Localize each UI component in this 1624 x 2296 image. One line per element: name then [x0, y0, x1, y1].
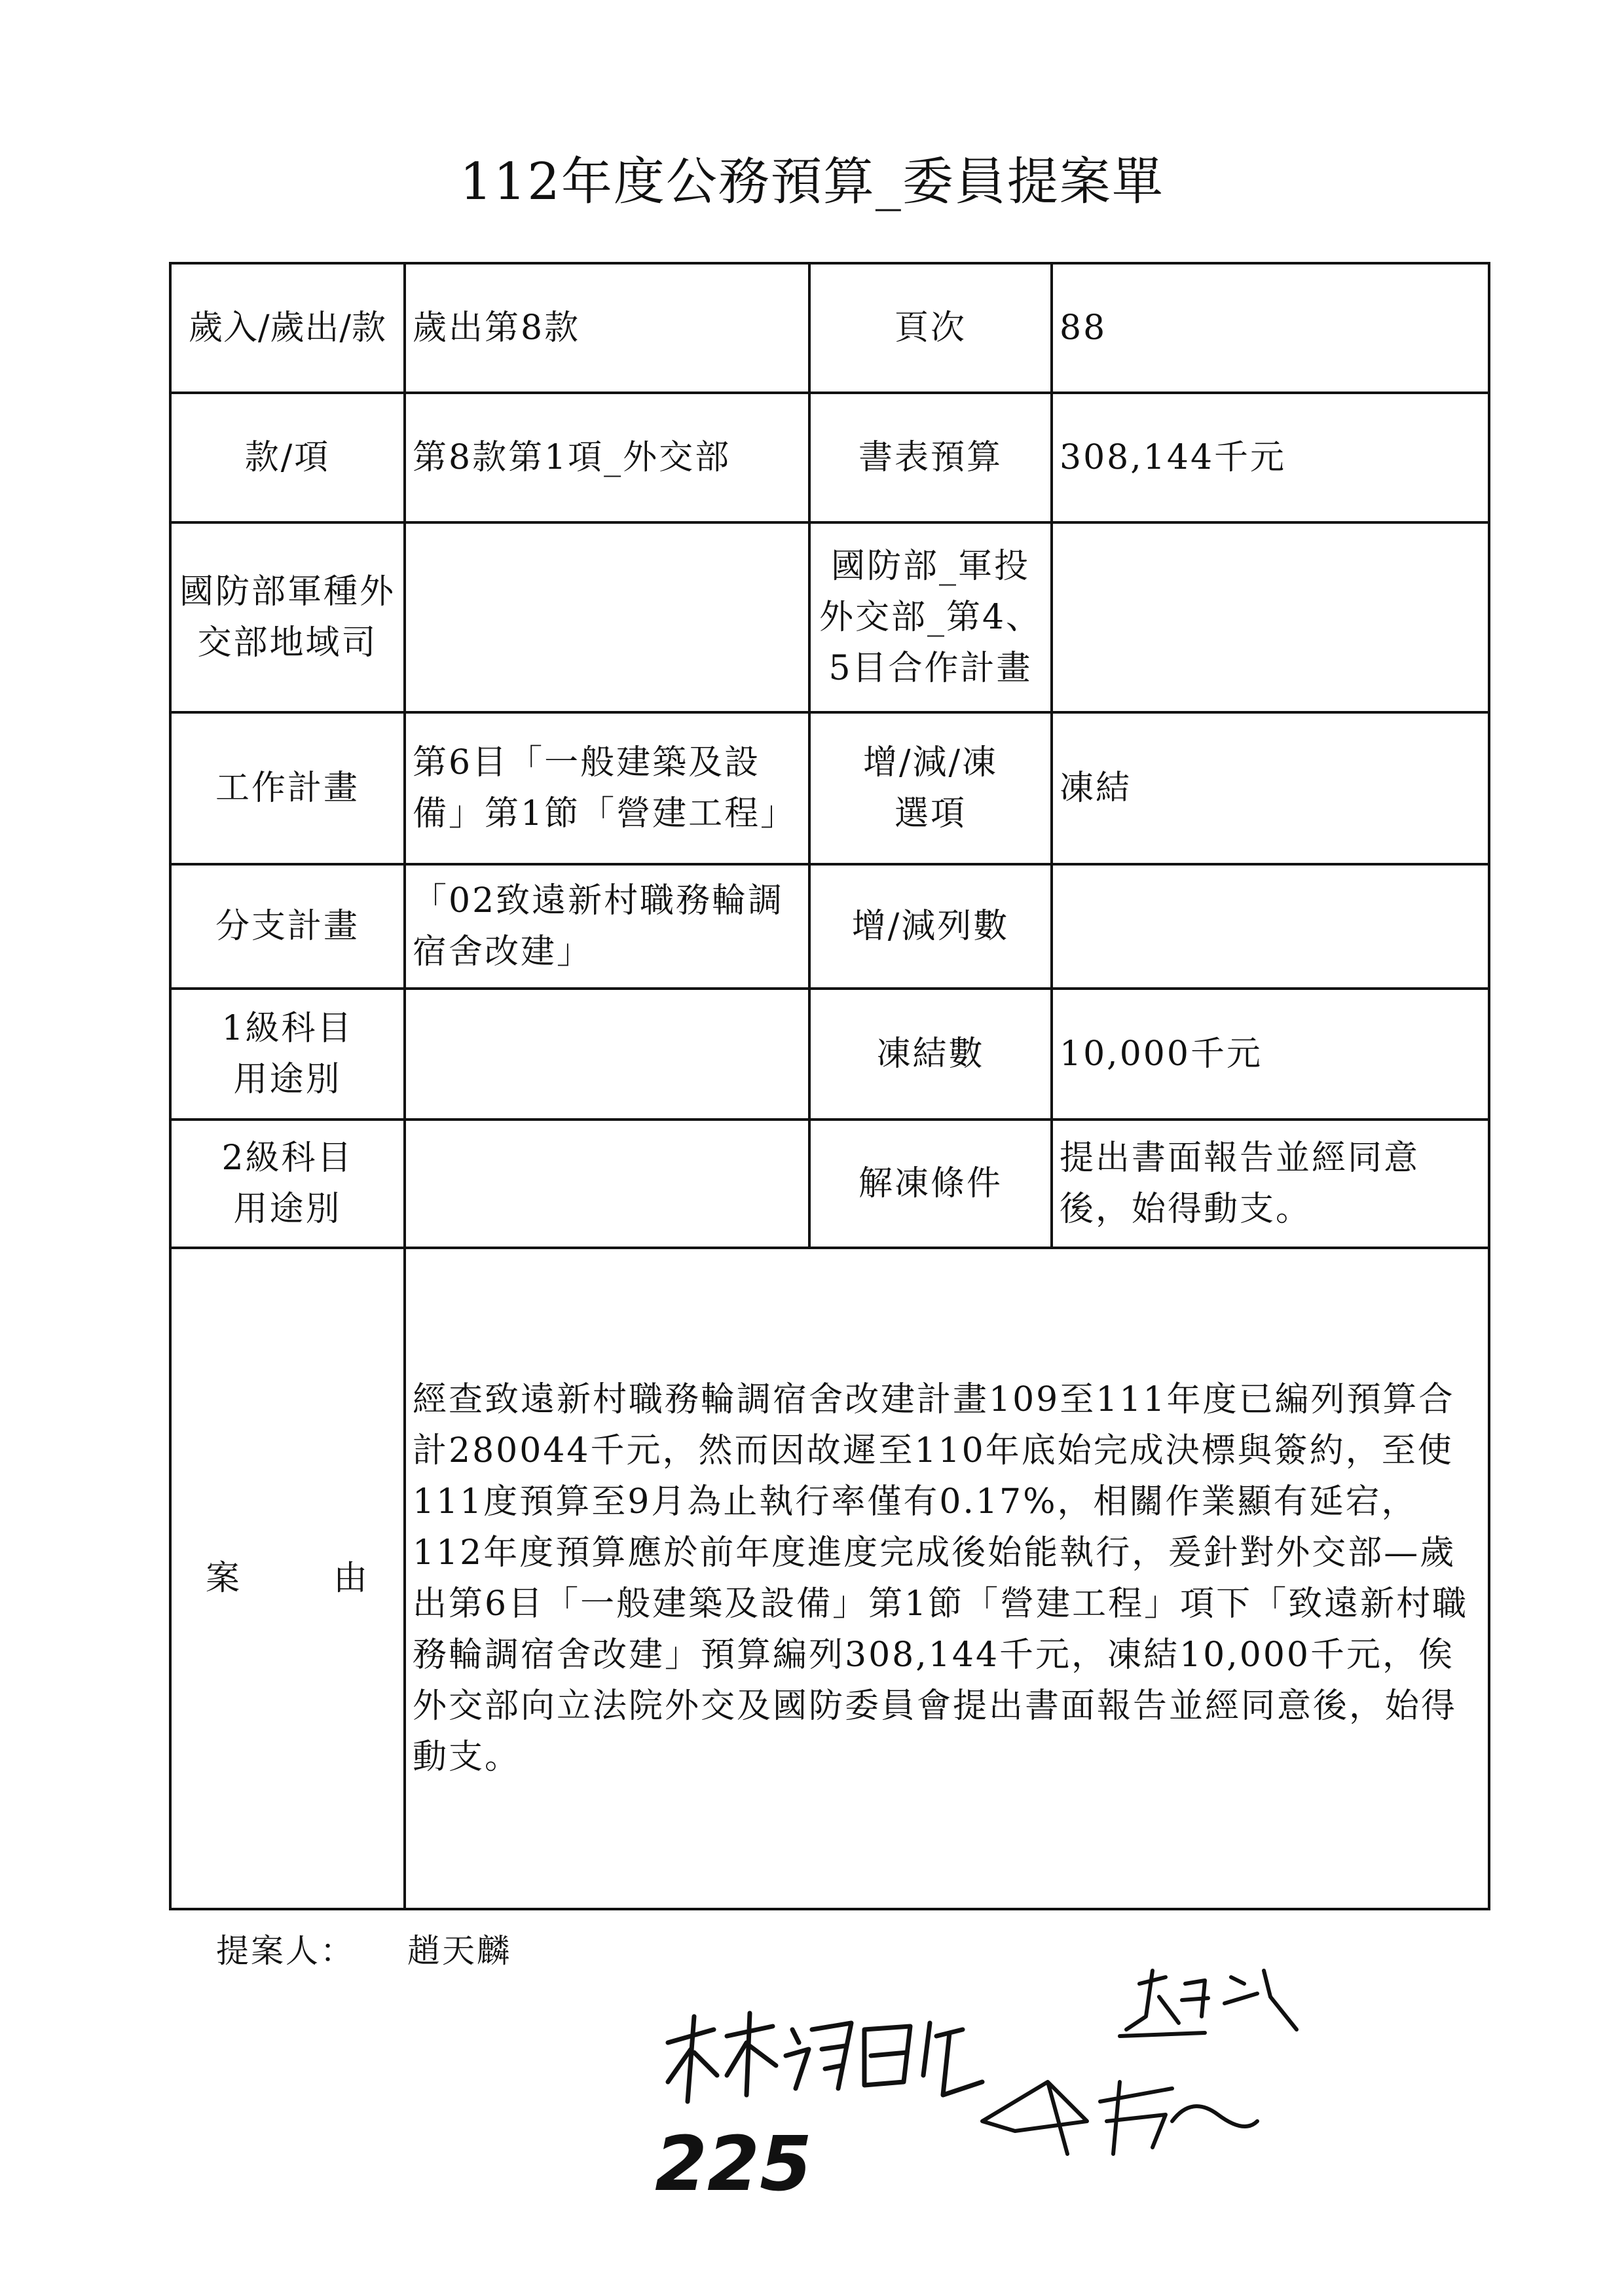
handwritten-page-number: [655, 2121, 877, 2200]
level1-subject-label: 1級科目用途別: [170, 989, 405, 1120]
section-item-value: 第8款第1項_外交部: [405, 393, 809, 522]
unfreeze-condition-value: 提出書面報告並經同意後，始得動支。: [1052, 1120, 1489, 1248]
statement-budget-label: 書表預算: [809, 393, 1052, 522]
work-plan-label: 工作計畫: [170, 712, 405, 864]
adjust-amount-label: 增/減列數: [809, 864, 1052, 989]
work-plan-value: 第6目「一般建築及設備」第1節「營建工程」: [405, 712, 809, 864]
branch-plan-label: 分支計畫: [170, 864, 405, 989]
reason-label-left: 案: [205, 1559, 242, 1598]
table-row: [170, 1248, 1489, 1909]
table-row: [170, 393, 1489, 522]
adjust-option-value: 凍結: [1052, 712, 1489, 864]
table-row: [170, 1120, 1489, 1248]
adjust-option-label: 增/減/凍選項: [809, 712, 1052, 864]
reason-text: 經查致遠新村職務輪調宿舍改建計畫109至111年度已編列預算合計280044千元，然而因故遲至110年底始完成決標與簽約，至使111度預算至9月為止執行率僅有0.17%，相關作業顯有延宕，112年度預算應於前年度進度完成後始能執行，爰針對外交部—歲出第6目「一般建築及設備」第1節「營建工程」項下「致遠新村職務輪調宿舍改建」預算編列308,144千元，凍結10,000千元，俟外交部向立法院外交及國防委員會提出書面報告並經同意後，始得動支。: [405, 1248, 1489, 1909]
cooperation-plan-value: [1052, 522, 1489, 712]
table-row: [170, 522, 1489, 712]
cooperation-plan-label: 國防部_軍投外交部_第4、5目合作計畫: [809, 522, 1052, 712]
level2-subject-label: 2級科目用途別: [170, 1120, 405, 1248]
statement-budget-value: 308,144千元: [1052, 393, 1489, 522]
proposer-name: 趙天麟: [407, 1932, 511, 1970]
table-row: [170, 989, 1489, 1120]
signature-left: [655, 2003, 995, 2121]
page-title: 112年度公務預算_委員提案單: [460, 153, 1164, 211]
adjust-amount-value: [1052, 864, 1489, 989]
level1-subject-value: [405, 989, 809, 1120]
military-diplomatic-region-label: 國防部軍種外交部地域司: [170, 522, 405, 712]
military-diplomatic-region-value: [405, 522, 809, 712]
signature-right: [956, 1958, 1362, 2174]
level2-subject-value: [405, 1120, 809, 1248]
table-row: [170, 864, 1489, 989]
table-row: [170, 712, 1489, 864]
proposer-label: 提案人：: [216, 1932, 355, 1970]
revenue-expense-label: 歲入/歲出/款: [170, 263, 405, 393]
page-label: 頁次: [809, 263, 1052, 393]
reason-label-right: 由: [333, 1559, 370, 1598]
proposal-form-table: [169, 262, 1490, 1910]
reason-label: [170, 1248, 405, 1909]
frozen-amount-value: 10,000千元: [1052, 989, 1489, 1120]
revenue-expense-value: 歲出第8款: [405, 263, 809, 393]
proposer: [216, 1925, 511, 1972]
branch-plan-value: 「02致遠新村職務輪調宿舍改建」: [405, 864, 809, 989]
page-value: 88: [1052, 263, 1489, 393]
table-row: [170, 263, 1489, 393]
unfreeze-condition-label: 解凍條件: [809, 1120, 1052, 1248]
page-number-text: 225: [655, 2121, 813, 2200]
section-item-label: 款/項: [170, 393, 405, 522]
frozen-amount-label: 凍結數: [809, 989, 1052, 1120]
